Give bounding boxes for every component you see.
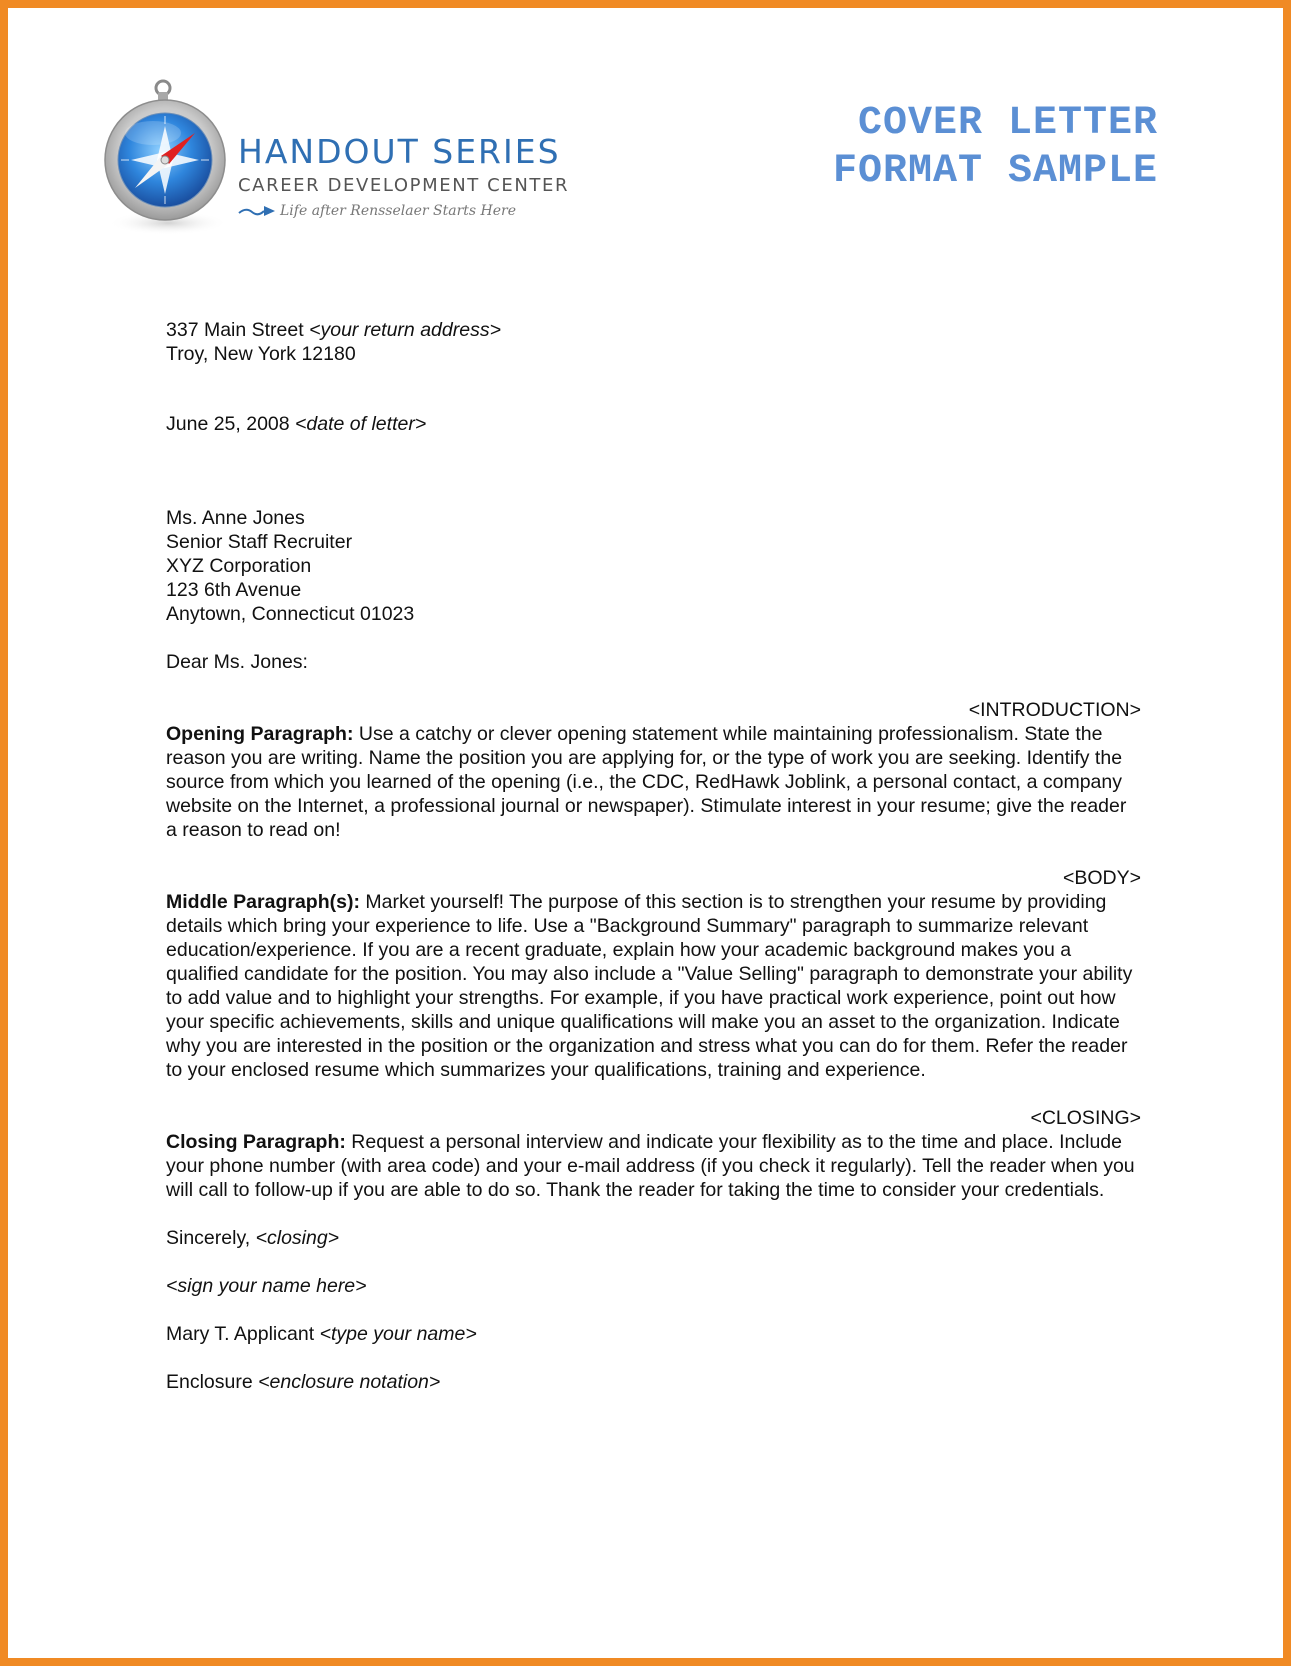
- recipient-city: Anytown, Connecticut 01023: [166, 603, 415, 625]
- typed-name: [166, 1322, 1141, 1346]
- logo-tagline: Life after Rensselaer Starts Here: [280, 203, 517, 219]
- enclosure-hint: <enclosure notation>: [258, 1371, 441, 1393]
- handout-series-logo: [103, 78, 583, 248]
- section-tag-body: <BODY>: [1062, 867, 1141, 889]
- date-hint: <date of letter>: [295, 413, 427, 435]
- closing-paragraph: [166, 1130, 1141, 1202]
- logo-subtitle: CAREER DEVELOPMENT CENTER: [238, 175, 570, 196]
- enclosure-value: Enclosure: [166, 1371, 253, 1393]
- document-title-line-1: COVER LETTER: [857, 101, 1158, 146]
- recipient-name: Ms. Anne Jones: [166, 507, 305, 529]
- section-tag-introduction: <INTRODUCTION>: [968, 699, 1141, 721]
- document-title: [833, 100, 1158, 196]
- middle-paragraph: [166, 890, 1141, 1082]
- closing-value: Sincerely,: [166, 1227, 251, 1249]
- opening-paragraph-label: Opening Paragraph:: [166, 723, 354, 745]
- logo-title: HANDOUT SERIES: [238, 132, 561, 171]
- middle-paragraph-label: Middle Paragraph(s):: [166, 891, 360, 913]
- section-tag-closing: <CLOSING>: [1030, 1107, 1141, 1129]
- section-body: [166, 866, 1141, 1082]
- return-address-street: 337 Main Street: [166, 319, 304, 341]
- typed-name-value: Mary T. Applicant: [166, 1323, 315, 1345]
- closing-paragraph-label: Closing Paragraph:: [166, 1131, 346, 1153]
- recipient-street: 123 6th Avenue: [166, 579, 302, 601]
- letter-body: [166, 318, 1141, 1394]
- closing-paragraph-text: Request a personal interview and indicate your flexibility as to the time and place. Include your phone number (with area code) and your e-mail address (if you check it regularly). Tell the reader when you will call to follow-up if you are able to do so. Thank the reader for taking the time to consider your credentials.: [166, 1131, 1135, 1201]
- complimentary-closing: [166, 1226, 1141, 1250]
- recipient-address: [166, 506, 1141, 626]
- letter-date: [166, 412, 1141, 436]
- return-address: [166, 318, 1141, 366]
- recipient-title: Senior Staff Recruiter: [166, 531, 353, 553]
- section-closing: [166, 1106, 1141, 1202]
- opening-paragraph-text: Use a catchy or clever opening statement while maintaining professionalism. State the reason you are writing. Name the position you are applying for, or the type of work you are seeking. Identify the source from which you learned of the opening (i.e., the CDC, RedHawk Joblink, a personal contact, a company website on the Internet, a professional journal or newspaper). Stimulate interest in your resume; give the reader a reason to read on!: [166, 723, 1127, 841]
- typed-name-hint: <type your name>: [319, 1323, 477, 1345]
- opening-paragraph: [166, 722, 1141, 842]
- document-title-line-2: FORMAT SAMPLE: [832, 149, 1158, 194]
- return-address-city: Troy, New York 12180: [166, 343, 356, 365]
- section-introduction: [166, 698, 1141, 842]
- return-address-hint: <your return address>: [309, 319, 501, 341]
- signature-hint: <sign your name here>: [166, 1275, 367, 1297]
- recipient-company: XYZ Corporation: [166, 555, 312, 577]
- date-value: June 25, 2008: [166, 413, 290, 435]
- salutation: Dear Ms. Jones:: [166, 651, 308, 673]
- compass-icon: [103, 78, 233, 243]
- closing-hint: <closing>: [255, 1227, 340, 1249]
- middle-paragraph-text: Market yourself! The purpose of this section is to strengthen your resume by providing details which bring your experience to life. Use a "Background Summary" paragraph to summarize relevant education/experience. If you are a recent graduate, explain how your academic background makes you a qualified candidate for the position. You may also include a "Value Selling" paragraph to demonstrate your ability to add value and to highlight your strengths. For example, if you have practical work experience, point out how your specific achievements, skills and unique qualifications will make you an asset to the organization. Indicate why you are interested in the position or the organization and stress what you can do for them. Refer the reader to your enclosed resume which summarizes your qualifications, training and experience.: [166, 891, 1133, 1081]
- arrow-icon: [238, 204, 276, 218]
- enclosure-notation: [166, 1370, 1141, 1394]
